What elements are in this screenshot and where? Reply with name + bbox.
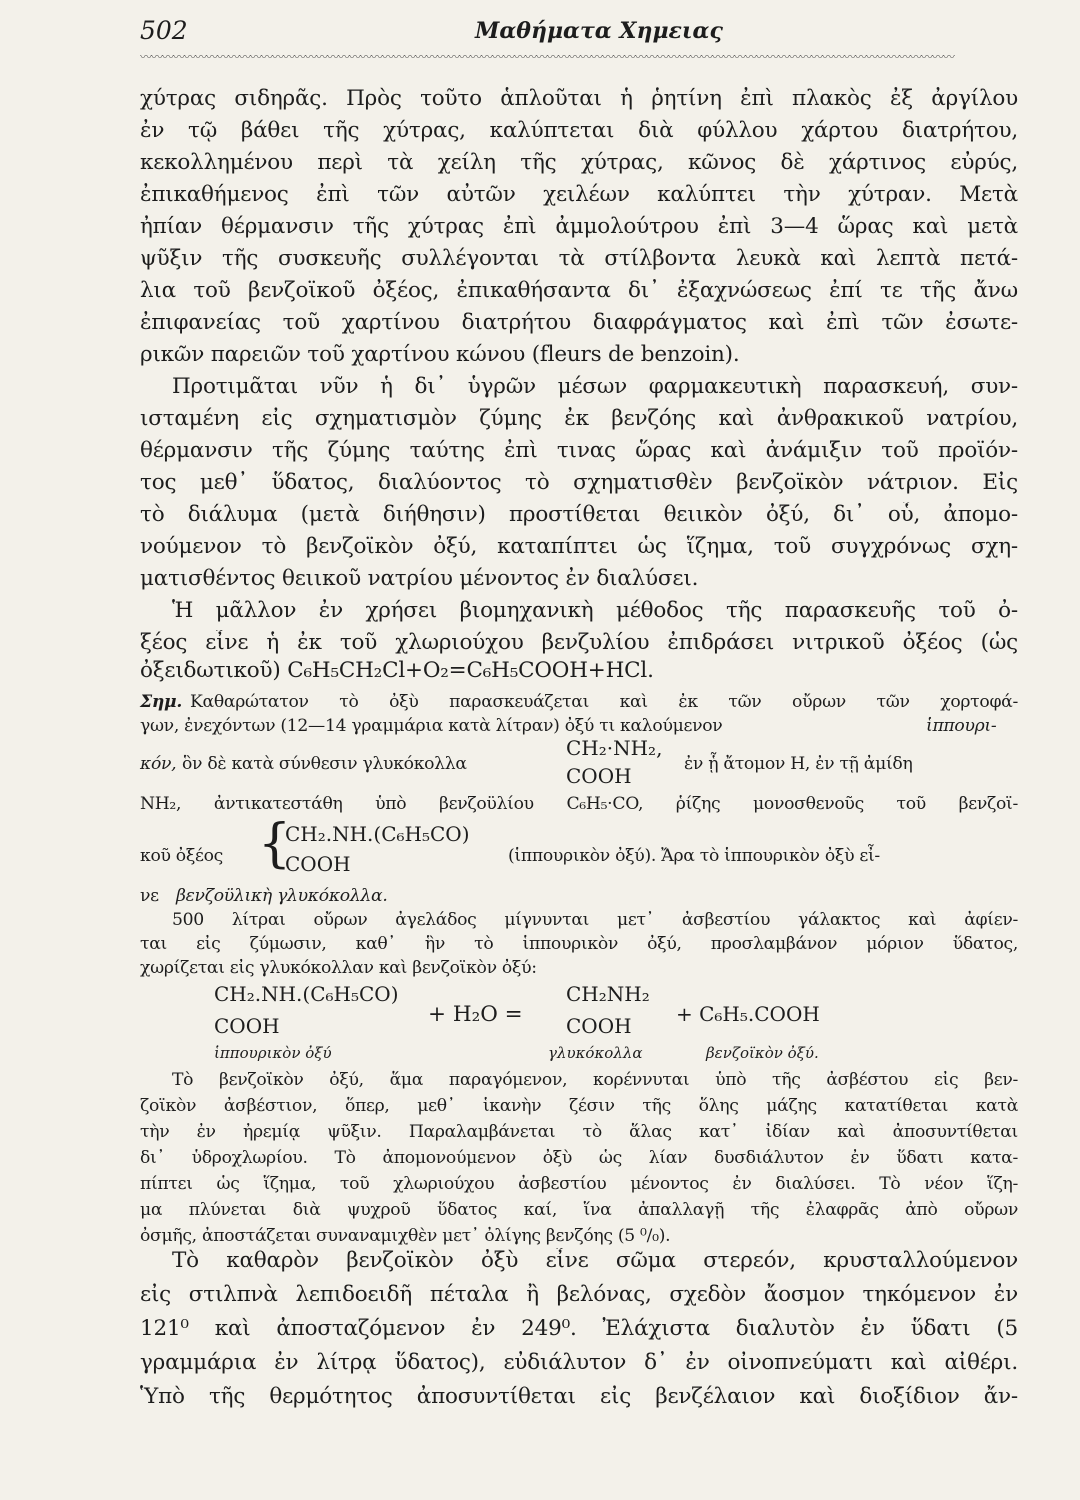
text-line: ὃν δὲ κατὰ σύνθεσιν γλυκόκολλα — [182, 754, 467, 774]
glycocoll-top: CH₂NH₂ — [566, 982, 650, 1006]
text-line: Ὑπὸ τῆς θερμότητος ἀποσυντίθεται εἰς βενζέλαιον καὶ διοξίδιον ἄν- — [140, 1384, 1018, 1409]
text-line: βενζοϋλικὴ γλυκόκολλα. — [176, 886, 388, 906]
text-line: χωρίζεται εἰς γλυκόκολλαν καὶ βενζοϊκὸν ὀξύ: — [140, 958, 537, 978]
label-glycocoll: γλυκόκολλα — [548, 1044, 643, 1062]
text-line: ἐπιφανείας τοῦ χαρτίνου διατρήτου διαφράγματος καὶ ἐπὶ τῶν ἐσωτε- — [140, 310, 1018, 335]
text-line: ξέος εἶνε ἡ ἐκ τοῦ χλωριούχου βενζυλίου ἐπιδράσει νιτρικοῦ ὀξέος (ὡς — [140, 630, 1018, 655]
text-line: νούμενον τὸ βενζοϊκὸν ὀξύ, καταπίπτει ὡς ἵζημα, τοῦ συγχρόνως σχη- — [140, 534, 1018, 559]
hippuric-acid-top: CH₂.NH.(C₆H₅CO) — [214, 982, 399, 1006]
text-line: κεκολλημένου περὶ τὰ χείλη τῆς χύτρας, κῶνος δὲ χάρτινος εὐρύς, — [140, 150, 1018, 175]
note-label: Σημ. — [140, 692, 183, 712]
text-line: μα πλύνεται διὰ ψυχροῦ ὕδατος καί, ἵνα ἀπαλλαγῇ τῆς ἐλαφρᾶς ἀπὸ οὔρων — [140, 1200, 1018, 1220]
text-line: NH₂, ἀντικατεστάθη ὑπὸ βενζοϋλίου C₆H₅·CO, ῥίζης μονοσθενοῦς τοῦ βενζοϊ- — [140, 794, 1018, 814]
chemical-equation-line: ὀξειδωτικοῦ) C₆H₅CH₂Cl+O₂=C₆H₅COOH+HCl. — [140, 658, 654, 683]
text-line: τὴν ἐν ἠρεμίᾳ ψῦξιν. Παραλαμβάνεται τὸ ἅλας κατ᾽ ἰδίαν καὶ ἀποσυντίθεται — [140, 1122, 1018, 1142]
text-line: ἠπίαν θέρμανσιν τῆς χύτρας ἐπὶ ἀμμολούτρου ἐπὶ 3—4 ὥρας καὶ μετὰ — [140, 214, 1018, 239]
text-line: ρικῶν παρειῶν τοῦ χαρτίνου κώνου (fleurs de benzoin). — [140, 342, 740, 367]
text-line: 121⁰ καὶ ἀποσταζόμενον ἐν 249⁰. Ἐλάχιστα διαλυτὸν ἐν ὕδατι (5 — [140, 1316, 1018, 1341]
running-title: Μαθήματα Χημειας — [475, 18, 723, 44]
glycocoll-formula-bottom: COOH — [566, 764, 632, 788]
text-line: Καθαρώτατον τὸ ὀξὺ παρασκευάζεται καὶ ἐκ τῶν οὔρων τῶν χορτοφά- — [190, 692, 1018, 712]
text-line: ὀσμῆς, ἀποστάζεται συναναμιχθὲν μετ᾽ ὀλίγης βενζόης (5 ⁰/₀). — [140, 1226, 671, 1246]
glycocoll-formula-top: CH₂·NH₂, — [566, 736, 663, 760]
text-line: (ἱππουρικὸν ὀξύ). Ἄρα τὸ ἱππουρικὸν ὀξὺ εἶ- — [508, 846, 880, 866]
glycocoll-bottom: COOH — [566, 1014, 632, 1038]
text-line: γραμμάρια ἐν λίτρᾳ ὕδατος), εὐδιάλυτον δ᾽ ἐν οἰνοπνεύματι καὶ αἰθέρι. — [140, 1350, 1018, 1375]
text-line: λια τοῦ βενζοϊκοῦ ὀξέος, ἐπικαθήσαντα δι᾽ ἐξαχνώσεως ἐπί τε τῆς ἄνω — [140, 278, 1018, 303]
text-line: γων, ἐνεχόντων (12—14 γραμμάρια κατὰ λίτραν) ὀξύ τι καλούμενον — [140, 716, 723, 736]
label-benzoic-acid: βενζοϊκὸν ὀξύ. — [706, 1044, 819, 1062]
text-line: 500 λίτραι οὔρων ἀγελάδος μίγνυνται μετ᾽ ἀσβεστίου γάλακτος καὶ ἀφίεν- — [172, 910, 1018, 930]
hippuric-acid-bottom: COOH — [214, 1014, 280, 1038]
text-line: εἰς στιλπνὰ λεπιδοειδῆ πέταλα ἢ βελόνας, σχεδὸν ἄοσμον τηκόμενον ἐν — [140, 1282, 1018, 1307]
text-line: ἐν τῷ βάθει τῆς χύτρας, καλύπτεται διὰ φύλλου χάρτου διατρήτου, — [140, 118, 1018, 143]
text-line: κοῦ ὀξέος — [140, 846, 223, 866]
text-line: ζοϊκὸν ἀσβέστιον, ὅπερ, μεθ᾽ ἱκανὴν ζέσιν τῆς ὅλης μάζης κατατίθεται κατὰ — [140, 1096, 1018, 1116]
text-line: ἱππουρι- — [926, 716, 997, 736]
text-line: ματισθέντος θειικοῦ νατρίου μένοντος ἐν διαλύσει. — [140, 566, 699, 591]
text-line: πίπτει ὡς ἵζημα, τοῦ χλωριούχου ἀσβεστίου μένοντος ἐν διαλύσει. Τὸ νέον ἵζη- — [140, 1174, 1018, 1194]
text-line: ἐν ᾗ ἄτομον Η, ἐν τῇ ἀμίδη — [684, 754, 913, 774]
text-line: ἐπικαθήμενος ἐπὶ τῶν αὐτῶν χειλέων καλύπτει τὴν χύτραν. Μετὰ — [140, 182, 1018, 207]
text-line: νε — [140, 886, 159, 906]
benzoic-acid-term: + C₆H₅.COOH — [676, 1002, 820, 1026]
text-line: ται εἰς ζύμωσιν, καθ᾽ ἣν τὸ ἱππουρικὸν ὀξύ, προσλαμβάνον μόριον ὕδατος, — [140, 934, 1018, 954]
text-line: Τὸ καθαρὸν βενζοϊκὸν ὀξὺ εἶνε σῶμα στερεόν, κρυσταλλούμενον — [172, 1248, 1018, 1273]
text-line: Τὸ βενζοϊκὸν ὀξύ, ἅμα παραγόμενον, κορέννυται ὑπὸ τῆς ἀσβέστου εἰς βεν- — [172, 1070, 1018, 1090]
text-line: κόν, — [140, 754, 177, 774]
text-line: Προτιμᾶται νῦν ἡ δι᾽ ὑγρῶν μέσων φαρμακευτικὴ παρασκευή, συν- — [172, 374, 1018, 399]
text-line: τὸ διάλυμα (μετὰ διήθησιν) προστίθεται θειικὸν ὀξύ, δι᾽ οὗ, ἀπομο- — [140, 502, 1018, 527]
text-line: χύτρας σιδηρᾶς. Πρὸς τοῦτο ἁπλοῦται ἡ ῥητίνη ἐπὶ πλακὸς ἐξ ἀργίλου — [140, 86, 1018, 111]
text-line: θέρμανσιν τῆς ζύμης ταύτης ἐπὶ τινας ὥρας καὶ ἀνάμιξιν τοῦ προϊόν- — [140, 438, 1018, 463]
text-line: τος μεθ᾽ ὕδατος, διαλύοντος τὸ σχηματισθὲν βενζοϊκὸν νάτριον. Εἰς — [140, 470, 1018, 495]
hippuric-formula-bottom: COOH — [285, 852, 351, 876]
text-line: Ἡ μᾶλλον ἐν χρήσει βιομηχανικὴ μέθοδος τῆς παρασκευῆς τοῦ ὀ- — [172, 598, 1018, 623]
page-number: 502 — [140, 16, 188, 45]
curly-brace: { — [258, 814, 292, 874]
decorative-wavy-rule: 〰〰〰〰〰〰〰〰〰〰〰〰〰〰〰〰〰〰〰〰〰〰〰〰〰〰〰〰〰〰〰〰〰〰〰〰〰〰〰〰〰〰〰〰〰〰〰〰〰〰〰〰〰〰〰〰〰〰〰〰〰〰〰〰〰〰〰〰〰〰〰〰〰〰 — [140, 52, 955, 62]
text-line: ψῦξιν τῆς συσκευῆς συλλέγονται τὰ στίλβοντα λευκὰ καὶ λεπτὰ πετά- — [140, 246, 1018, 271]
hippuric-formula-top: CH₂.NH.(C₆H₅CO) — [285, 822, 470, 846]
text-line: ισταμένη εἰς σχηματισμὸν ζύμης ἐκ βενζόης καὶ ἀνθρακικοῦ νατρίου, — [140, 406, 1018, 431]
label-hippuric-acid: ἱππουρικὸν ὀξύ — [214, 1044, 332, 1062]
water-term: + H₂O = — [428, 1002, 523, 1027]
text-line: δι᾽ ὑδροχλωρίου. Τὸ ἀπομονούμενον ὀξὺ ὡς λίαν δυσδιάλυτον ἐν ὕδατι κατα- — [140, 1148, 1018, 1168]
page-header — [140, 16, 1015, 46]
